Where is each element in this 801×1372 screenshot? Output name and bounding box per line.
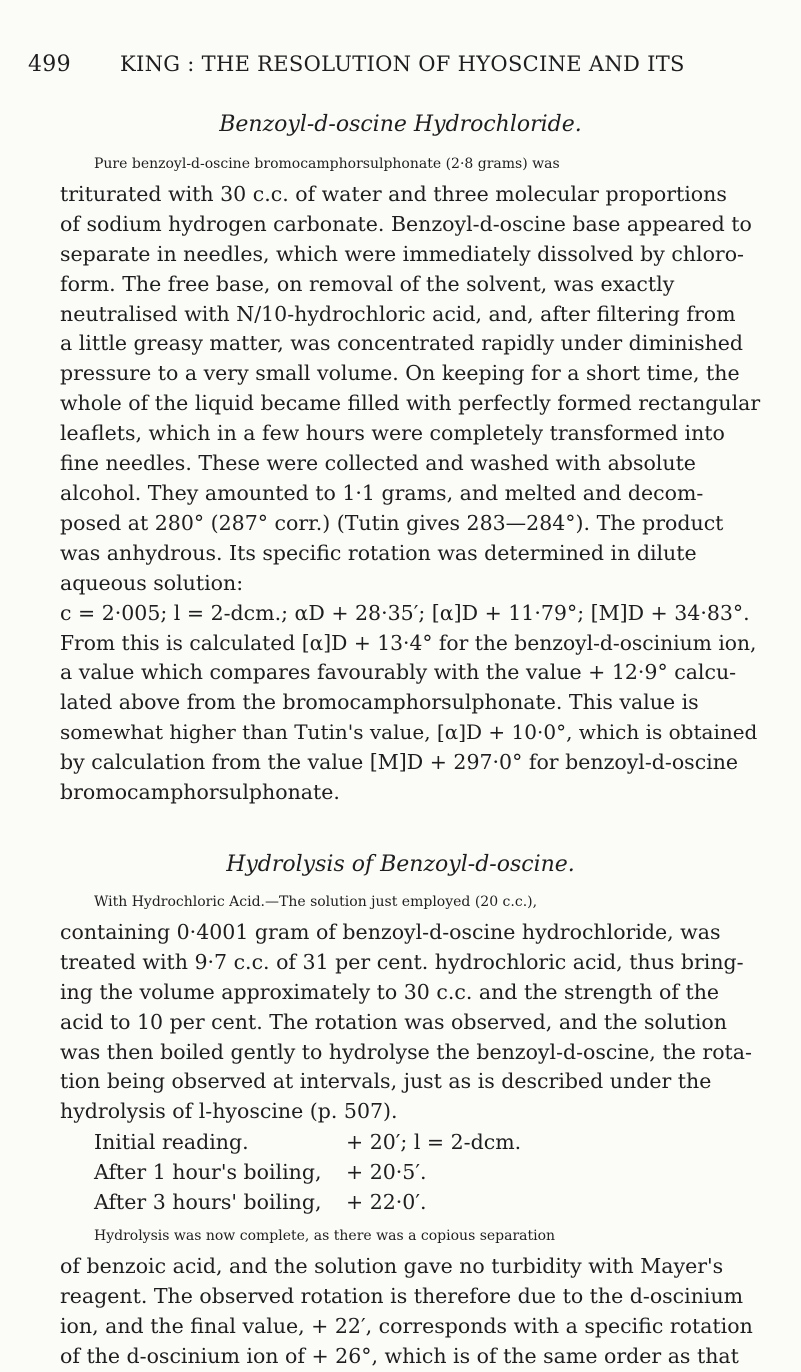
text-line: lated above from the bromocamphorsulphonate. This value is <box>60 690 699 715</box>
reading-label: After 3 hours' boiling, <box>94 1190 322 1214</box>
rotation-data-line: c = 2·005; l = 2-dcm.; αD + 28·35′; [α]D + 11·79°; [M]D + 34·83°. <box>60 600 750 625</box>
paragraph-conclusion <box>60 1222 761 1372</box>
text-line: acid to 10 per cent. The rotation was observed, and the solution <box>60 1009 727 1034</box>
page-number: 499 <box>28 52 71 77</box>
text-line: neutralised with N/10-hydrochloric acid, and, after filtering from <box>60 301 736 326</box>
paragraph-hydrolysis <box>60 888 761 1127</box>
text-line: aqueous solution: <box>60 570 244 595</box>
reading-label: Initial reading. <box>94 1130 249 1154</box>
text-line: somewhat higher than Tutin's value, [α]D + 10·0°, which is obtained <box>60 720 758 745</box>
text-line: fine needles. These were collected and washed with absolute <box>60 451 696 476</box>
section-title-hydrolysis: Hydrolysis of Benzoyl-d-oscine. <box>226 852 575 877</box>
text-line: a little greasy matter, was concentrated rapidly under diminished <box>60 331 744 356</box>
text-line: hydrolysis of l-hyoscine (p. 507). <box>60 1099 398 1124</box>
running-title: KING : THE RESOLUTION OF HYOSCINE AND ITS <box>120 52 685 76</box>
text-line: posed at 280° (287° corr.) (Tutin gives 283—284°). The product <box>60 510 724 535</box>
text-line: tion being observed at intervals, just as is described under the <box>60 1069 712 1094</box>
text-line: separate in needles, which were immediately dissolved by chloro- <box>60 241 744 266</box>
text-line: of benzoic acid, and the solution gave no turbidity with Mayer's <box>60 1253 724 1278</box>
text-line: alcohol. They amounted to 1·1 grams, and melted and decom- <box>60 480 704 505</box>
text-line: bromocamphorsulphonate. <box>60 780 340 805</box>
paragraph-preparation <box>60 150 761 808</box>
text-line: pressure to a very small volume. On keeping for a short time, the <box>60 361 740 386</box>
section-title-hydrochloride: Benzoyl-d-oscine Hydrochloride. <box>219 112 582 137</box>
text-line: by calculation from the value [M]D + 297·0° for benzoyl-d-oscine <box>60 750 739 775</box>
text-line: From this is calculated [α]D + 13·4° for the benzoyl-d-oscinium ion, <box>60 630 757 655</box>
text-line: was anhydrous. Its specific rotation was determined in dilute <box>60 540 697 565</box>
reading-label: After 1 hour's boiling, <box>94 1160 322 1184</box>
text-line: treated with 9·7 c.c. of 31 per cent. hydrochloric acid, thus bring- <box>60 949 744 974</box>
text-line: form. The free base, on removal of the solvent, was exactly <box>60 271 675 296</box>
text-line: Pure benzoyl-d-oscine bromocamphorsulphonate (2·8 grams) was <box>94 156 560 172</box>
text-line: With Hydrochloric Acid.—The solution just employed (20 c.c.), <box>94 894 538 910</box>
text-line: Hydrolysis was now complete, as there was a copious separation <box>94 1228 556 1244</box>
text-line: leaflets, which in a few hours were completely transformed into <box>60 421 725 446</box>
text-line: ing the volume approximately to 30 c.c. and the strength of the <box>60 979 720 1004</box>
text-line: a value which compares favourably with the value + 12·9° calcu- <box>60 660 737 685</box>
text-line: of sodium hydrogen carbonate. Benzoyl-d-oscine base appeared to <box>60 211 752 236</box>
text-line: containing 0·4001 gram of benzoyl-d-oscine hydrochloride, was <box>60 919 721 944</box>
text-line: was then boiled gently to hydrolyse the benzoyl-d-oscine, the rota- <box>60 1039 752 1064</box>
text-line: of the d-oscinium ion of + 26°, which is of the same order as that <box>60 1343 739 1368</box>
text-line: reagent. The observed rotation is therefore due to the d-oscinium <box>60 1283 744 1308</box>
reading-value: + 20·5′. <box>346 1160 427 1184</box>
text-line: triturated with 30 c.c. of water and three molecular proportions <box>60 181 727 206</box>
reading-value: + 20′; l = 2-dcm. <box>346 1130 522 1154</box>
page-header <box>28 52 773 86</box>
text-line: whole of the liquid became filled with perfectly formed rectangular <box>60 391 761 416</box>
text-line: ion, and the final value, + 22′, corresponds with a specific rotation <box>60 1313 753 1338</box>
reading-value: + 22·0′. <box>346 1190 427 1214</box>
